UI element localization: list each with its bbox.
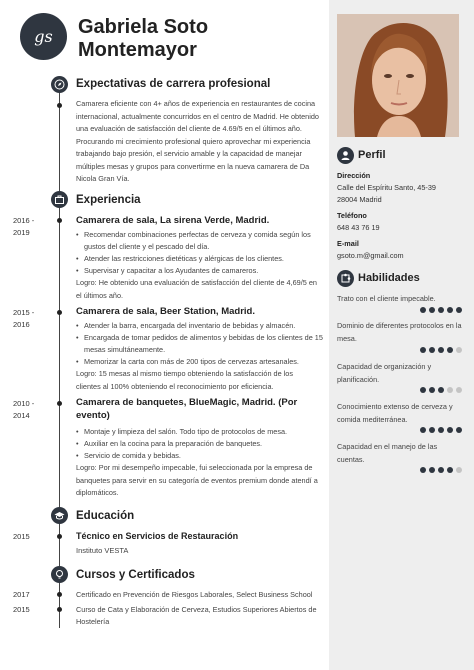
skill-item [337,361,462,386]
skill-label: Capacidad en el manejo de las [337,442,438,451]
objective-line: Nicola Gran Vía. [76,174,130,183]
section-title-experience: Experiencia [76,194,141,206]
address-line: 28004 Madrid [337,195,382,204]
rating-dot-filled [447,427,453,433]
bullet-item: • Auxiliar en la cocina para la preparación de banquetes. [76,438,324,450]
timeline-dot [57,103,62,108]
objective-line: Procurando mi crecimiento profesional quiero aprovechar mi experiencia [76,136,311,146]
job-title [76,396,297,422]
rating-dot-filled [429,427,435,433]
rating-dot-filled [420,347,426,353]
objective-text [76,98,326,186]
bullet-item: • Atender la barra, encargada del inventario de bebidas y almacén. [76,320,324,332]
bullet-item: • Memorizar la carta con más de 200 tipos de cervezas artesanales. [76,356,324,368]
rating-dot-filled [438,347,444,353]
rating-dot-filled [447,347,453,353]
section-title-education: Educación [76,510,135,522]
puzzle-icon [337,270,354,287]
job-achievement [76,462,321,500]
email-value: gsoto.m@gmail.com [337,251,404,260]
rating-dot-filled [420,427,426,433]
job-bullets [76,229,324,277]
timeline-dot [57,310,62,315]
section-title-courses: Cursos y Certificados [76,569,195,581]
skill-rating [420,307,462,314]
job-date [13,307,34,331]
date-start: 2015 - [13,308,35,317]
objective-line: internacional, actualmente concurridos en el centro de Madrid. He obtenido [76,111,319,121]
bullet-continuation: gustos del cliente y el pescado del día. [84,242,210,251]
bullet-item: • Recomendar combinaciones perfectas de cerveza y comida según los [76,229,324,241]
briefcase-icon [51,191,68,208]
rating-dot-filled [456,427,462,433]
profile-photo [337,14,459,137]
achievement-line: Logro: He obtenido una evaluación de satisfacción del cliente de 4,69/5 en [76,278,317,287]
address-label: Dirección [337,171,371,180]
rating-dot-filled [420,387,426,393]
achievement-line: Logro: 15 mesas al mismo tiempo obteniendo la satisfacción de los [76,369,293,378]
rating-dot-filled [420,307,426,313]
name-line-1: Gabriela Soto [78,16,209,38]
bullet-continuation: mesas simultáneamente. [84,345,166,354]
bullet-item: • Encargada de tomar pedidos de alimentos y bebidas de los clientes de 15 [76,332,324,344]
date-end: 2019 [13,228,30,237]
achievement-line: Logro: Por mi desempeño impecable, fui seleccionada por la empresa de [76,463,313,472]
rating-dot-empty [456,347,462,353]
phone-label: Teléfono [337,211,367,220]
skill-label: mesa. [337,333,357,343]
monogram-logo [20,13,67,60]
date-end: 2014 [13,411,30,420]
timeline-dot [57,218,62,223]
timeline-dot [57,592,62,597]
achievement-line: banquetes para servir en su categoría de eventos premium donde atendí a [76,475,318,485]
skill-rating [420,427,462,434]
skill-label: Conocimiento extenso de cerveza y [337,402,453,411]
education-school: Instituto VESTA [76,546,129,555]
education-degree: Técnico en Servicios de Restauración [76,531,239,541]
address-line: Calle del Espíritu Santo, 45-39 [337,183,436,192]
bullet-item: • Atender las restricciones dietéticas y alérgicas de los clientes. [76,253,324,265]
job-bullets [76,426,324,462]
job-bullets [76,320,324,368]
compass-icon [51,76,68,93]
course-text [76,604,317,628]
user-icon [337,147,354,164]
rating-dot-filled [420,467,426,473]
skill-label: comida mediterránea. [337,414,408,424]
achievement-line: clientes al 100% obteniendo el reconocimiento por eficiencia. [76,381,274,391]
timeline-line [59,80,60,628]
skill-label: Capacidad de organización y [337,362,432,371]
skill-item [337,293,462,306]
skill-item [337,441,462,466]
bullet-item: • Montaje y limpieza del salón. Todo tipo de protocolos de mesa. [76,426,324,438]
rating-dot-filled [429,467,435,473]
rating-dot-filled [456,307,462,313]
section-title-skills: Habilidades [358,272,420,284]
lightbulb-icon [51,566,68,583]
rating-dot-filled [438,387,444,393]
timeline-dot [57,534,62,539]
section-title-objective: Expectativas de carrera profesional [76,78,271,90]
rating-dot-empty [447,387,453,393]
skill-rating [420,387,462,394]
skill-item [337,320,462,345]
bullet-item: • Servicio de comida y bebidas. [76,450,324,462]
rating-dot-filled [447,307,453,313]
bullet-item: • Supervisar y capacitar a los Ayudantes de camareros. [76,265,324,277]
job-achievement [76,277,321,302]
objective-line: trabajando bajo presión, el servicio amable y la capacidad de manejar [76,149,302,158]
candidate-name [78,16,318,62]
skill-label: cuentas. [337,454,365,464]
address-value [337,182,467,206]
achievement-line: diplomáticos. [76,488,119,497]
job-title-line: evento) [76,410,110,421]
job-date [13,398,34,422]
rating-dot-filled [438,307,444,313]
job-title-line: Camarera de banquetes, BlueMagic, Madrid. (Por [76,397,298,408]
skill-label: Trato con el cliente impecable. [337,294,436,303]
name-line-2: Montemayor [78,39,197,61]
date-start: 2010 - [13,399,35,408]
rating-dot-filled [447,467,453,473]
course-date: 2015 [13,605,30,614]
skill-rating [420,467,462,474]
course-text: Certificado en Prevención de Riesgos Laborales, Select Business School [76,590,313,599]
rating-dot-filled [438,427,444,433]
job-date [13,215,34,239]
course-text-line: Curso de Cata y Elaboración de Cerveza, Estudios Superiores Abiertos de [76,605,317,614]
monogram-text: gs [34,27,53,46]
education-date: 2015 [13,532,30,541]
section-title-profile: Perfil [358,149,386,161]
course-date: 2017 [13,590,30,599]
objective-line: una evaluación de satisfacción del cliente de 4.69/5 en el últimos año. [76,124,302,133]
job-title: Camarera de sala, Beer Station, Madrid. [76,306,255,317]
timeline-dot [57,401,62,406]
date-end: 2016 [13,320,30,329]
rating-dot-empty [456,467,462,473]
rating-dot-filled [429,347,435,353]
graduation-cap-icon [51,507,68,524]
email-label: E-mail [337,239,359,248]
objective-line: Camarera eficiente con 4+ años de experiencia en restaurantes de cocina [76,99,316,108]
job-achievement [76,368,321,393]
rating-dot-filled [429,307,435,313]
skill-label: Dominio de diferentes protocolos en la [337,321,462,330]
rating-dot-empty [456,387,462,393]
course-text-line: Hostelería [76,617,110,626]
timeline-dot [57,607,62,612]
objective-line: múltiples mesas y grupos para convertirme en la nueva camarera de Da [76,161,310,171]
job-title: Camarera de sala, La sirena Verde, Madrid. [76,215,270,226]
rating-dot-filled [438,467,444,473]
achievement-line: el últimos año. [76,290,124,300]
phone-value: 648 43 76 19 [337,223,380,232]
skill-label: planificación. [337,374,380,384]
date-start: 2016 - [13,216,35,225]
skill-rating [420,347,462,354]
skill-item [337,401,462,426]
rating-dot-filled [429,387,435,393]
